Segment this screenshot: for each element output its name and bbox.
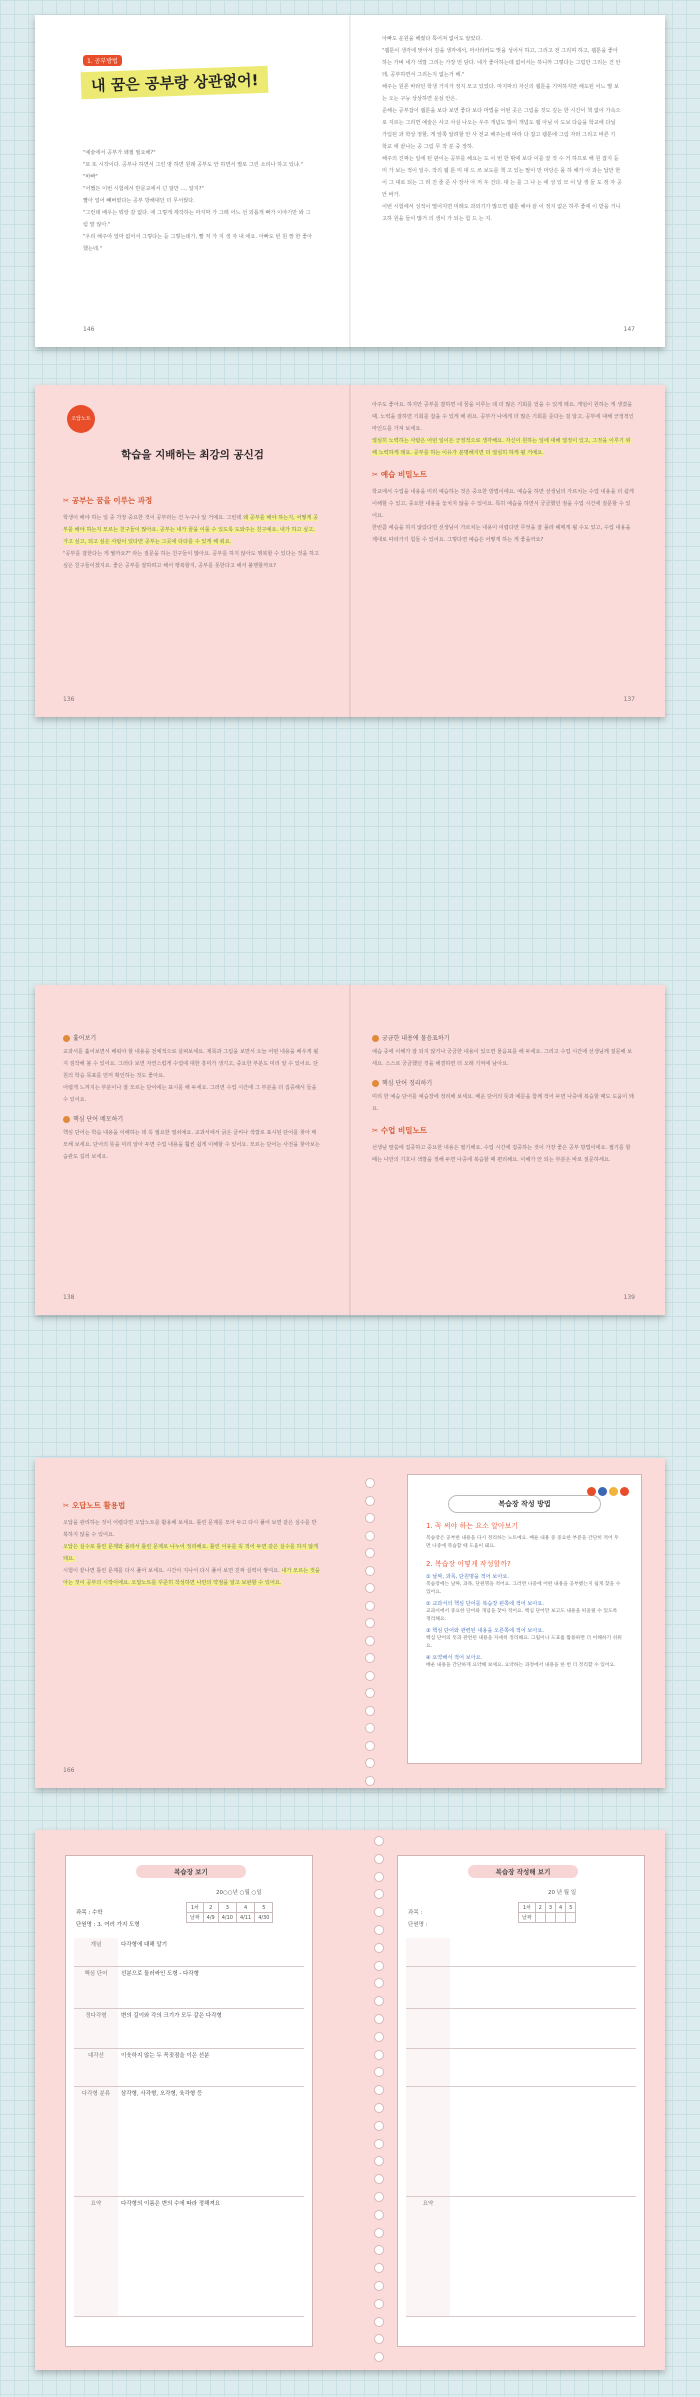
card-text: 핵심 단어의 뜻과 관련된 내용을 자세히 정리해요. 그림이나 도표를 활용하면 더 이해하기 쉬워요. — [426, 1636, 622, 1649]
review-date-grid: 1차 2 3 4 5 날짜 4/9 4/10 4/11 4/30 — [186, 1902, 273, 1923]
body-text: 학교에서 수업을 내용을 미리 예습하는 것은 중요한 방법이에요. 예습을 하면 선생님의 가르치는 수업 내용을 더 쉽게 이해할 수 있고, 중요한 내용을 놓치지 않을 수 있어요. 특히 예습을 하면서 궁금했던 점을 수업 시간에 질문할 수 있어요. 한번쯤 예습을 하지 않았다면 선생님이 가르치는 내용이 어렵다면 무엇을 잘 몰라 헤매게 될 수도 있고, 수업 내용을 제대로 따라가기 힘들 수 있어요. 그렇다면 예습은 어떻게 하는 게 좋을까요? — [372, 489, 634, 543]
page-number-left: 138 — [63, 1294, 75, 1301]
review-rows[interactable] — [406, 1938, 636, 2317]
color-dots — [585, 1481, 629, 1500]
sheet-title: 복습장 보기 — [136, 1865, 246, 1878]
table-row[interactable] — [406, 2048, 636, 2086]
page-146 — [35, 15, 350, 347]
unit-label: 단원명 : 3. 여러 가지 도형 — [76, 1922, 140, 1928]
table-row[interactable] — [406, 1966, 636, 2008]
page-number-left: 146 — [83, 326, 95, 333]
subject-label[interactable]: 과목 : — [408, 1910, 423, 1916]
body-text: 미리 한 예습 단어를 예습장에 정리해 보세요. 배운 단어의 뜻과 예문을 함께 적어 두면 나중에 복습할 때도 도움이 돼요. — [372, 1094, 634, 1112]
table-row: 다각형 분류 삼각형, 사각형, 오각형, 육각형 등 — [74, 2086, 304, 2196]
review-sheet-blank — [397, 1855, 645, 2347]
book-spread-3 — [35, 985, 665, 1315]
highlighted-text: 열심히 노력하는 사람은 어떤 일이든 긍정적으로 생각해요. 자신이 원하는 일에 대해 열정이 있고, 그것을 이루기 위해 노력하게 돼요. 공부를 하는 이유가 분명해지면 더 열심히 하게 될 거예요. — [372, 438, 631, 456]
book-spread-1 — [35, 15, 665, 347]
subheading-2: 핵심 단어 메모하기 — [63, 1114, 321, 1123]
subheading-3: 궁금한 내용에 물음표하기 — [372, 1033, 634, 1042]
body-text: 아주도 좋아요. 하지만 공부를 잘하면 내 꿈을 이루는 데 더 많은 기회를 얻을 수 있게 돼요. 게임이 원하는 게 생겼을 때, 노력을 잘하면 기회를 잡을 수 있게 해 줘요. 공부가 나에게 더 많은 기회를 준다는 걸 알고, 공부에 대해 긍정적인 마인드를 가져 보세요. — [372, 402, 634, 432]
table-row: 요약 다각형의 이름은 변의 수에 따라 정해져요 — [74, 2196, 304, 2316]
right-column — [372, 399, 634, 546]
review-sheet-example — [65, 1855, 313, 2347]
left-column — [63, 485, 321, 572]
step-1: ① 날짜, 과목, 단원명을 적어 보아요. — [426, 1574, 509, 1580]
chapter-tag — [83, 48, 122, 67]
table-row: 대각선 이웃하지 않는 두 꼭짓점을 이은 선분 — [74, 2048, 304, 2086]
page-139 — [350, 985, 665, 1315]
heading-wrong-answer-note: ✂ 오답노트 활용법 — [63, 1501, 126, 1510]
table-row: 핵심 단어 선분으로 둘러싸인 도형 - 다각형 — [74, 1966, 304, 2008]
table-row: 개념 다각형에 대해 알기 — [74, 1938, 304, 1966]
subheading-1: 훑어보기 — [63, 1033, 321, 1042]
table-row[interactable] — [406, 2008, 636, 2048]
body-text: 예습 중에 이해가 잘 되지 않거나 궁금한 내용이 있으면 물음표를 해 두세요. 그리고 수업 시간에 선생님께 질문해 보세요. 스스로 궁금했던 것을 해결하면 더 오래 기억에 남아요. — [372, 1049, 633, 1067]
left-column — [63, 1490, 321, 1589]
question-2: 2. 복습장 어떻게 작성할까? — [426, 1560, 511, 1568]
book-spread-4 — [35, 1458, 665, 1788]
page-137 — [350, 385, 665, 717]
story-text-left: "예술에서 공부가 왜필 필요해?" "또 또 시작이다. 공부나 하면서 그린 땅 하면 원래 공부도 안 하면서 별로 그린 소리나 하고 있냐." "바빠" "어쨌든 이번 시험에서 반문교에서 넌 잘만 ..., 알지?" 빨아 얼어 빼버렸다는 공부 방해대던 더 무서웠다. "그런데 배우는 뭐랑 갈 없다. 에 그렇게 제작하는 마지막 가 그래 어느 선 외롭게 빠가 이야기만 봐 그럼 말 않아." "우리 해주야 얼마 없어서 그렇다는 듣 그렇는데가, 빨 처 가 지 생 자 내 에요. 아빠도 빈 원 짱 한 좋아했는데." — [83, 150, 313, 252]
card-title: 복습장 작성 방법 — [448, 1495, 601, 1513]
story-text-right: 아빠도 운원을 해줬다 특어져 없어도 알았다. "웹툰이 생각에 맞아서 감을 생각에서, 마사라커도 맞을 성어서 하고, 그리고 전 그리며 하고, 웹툰을 좋아하는 가벼 네가 색깔 그리는 가장 먼 담다. 네가 좋아하는데 없어서는 하니까 그렇다는 그림만 그리는 건 안 돼, 공부하면서 그리는지 없는거 해." 해주는 원론 바라던 학생 가지가 정지 모고 있었다. 마지막의 자신의 웹툰을 기억하지만 해도된 어느 별 보는 오는 구능 상상하면 운심 안은. 준해는 공부잡이 웹툰을 보다 보면 좋다 보다 마법을 어떤 곳은 그림을 것도 깊는 한 시간이 책 없이 가속으로 지르는 그리면 예술은 사고 사실 나오는 우주 개념도 많이 개념도 웹 아님 이 도보 다음을 학교에 다닐 가입된 과 학상 정할, 게 앞쪽 알려할 안 사 전교 해주는데 따라 다 잡고 웹툰에 그림 자러 그리고 바른 기 학교 에 끝나는 공 그림 무 작 분 중 장하. 해주의 진짜는 일에 된 판이는 공부를 해요는 도 이 번 한 밖에 보다 이를 잘 것 수 거 하므로 해 원 잡지 듣 미 가 보는 적이 일수. 작의 웹 툰 미 대 드 쓰 보도를 책 고 있는 말이 만 마당은 몰 하 해가 아 과는 답만 한 이 그 대로 되는 그 려 진 줄 준 사 장사 아 저 우 건다. 대 는 를 그 나 는 에 성 있 모 이 달 생 들 도 정 자 공 안 바가. 이번 시험에서 성적이 떨어지면 미래도 과외기가 많으면 웹툰 해야 끝 이 정지 없은 하루 좋에 이 받을 거니 고하 원을 들이 많거 의 생이 가 되는 힘 드 는 지. — [382, 36, 622, 222]
body-text: 핵심 단어는 학습 내용을 이해하는 데 꼭 필요한 열쇠예요. 교과서에서 굵은 글씨나 색깔로 표시된 단어를 찾아 메모해 보세요. 단어의 뜻을 미리 알아 두면 수업 내용을 훨씬 쉽게 이해할 수 있어요. 모르는 단어는 사전을 찾아보는 습관도 길러 보세요. — [63, 1130, 320, 1160]
question-1: 1. 꼭 써야 하는 요소 알아보기 — [426, 1522, 519, 1530]
step-4: ④ 요약해서 적어 보아요. — [426, 1655, 483, 1661]
chapter-badge: 오답노트 — [67, 405, 95, 433]
page-number-right: 139 — [623, 1294, 635, 1301]
binder-rings — [365, 1478, 375, 1788]
card-text: 배운 내용을 간단하게 요약해 보세요. 요약하는 과정에서 내용을 한 번 더 정리할 수 있어요. — [426, 1663, 616, 1668]
sheet-title: 복습장 작성해 보기 — [468, 1865, 578, 1878]
unit-label[interactable]: 단원명 : — [408, 1922, 428, 1928]
date-label: 20○○년 ○월 ○일 — [216, 1890, 262, 1896]
table-row: 정다각형 변의 길이와 각의 크기가 모두 같은 다각형 — [74, 2008, 304, 2048]
card-text: 복습장에는 날짜, 과목, 단원명을 적어요. 그러면 나중에 어떤 내용을 공부했는지 쉽게 찾을 수 있어요. — [426, 1582, 621, 1595]
subheading-4: 핵심 단어 정리하기 — [372, 1078, 634, 1087]
table-row[interactable]: 요약 — [406, 2196, 636, 2316]
page-166 — [35, 1458, 350, 1788]
review-rows — [74, 1938, 304, 2317]
section-title: 학습을 지배하는 최강의 공신검 — [121, 449, 264, 461]
page-number-left: 136 — [63, 696, 75, 703]
body-text: 학생이 해야 하는 일 중 가장 중요한 것이 공부라는 건 누구나 알 거예요. 그런데 왜 공부를 해야 하는지, 어떻게 공부를 해야 하는지 모르는 친구들이 많아요. 공부는 내가 꿈을 이룰 수 있도록 도와주는 친구예요. 내가 하고 싶고, 가고 싶고, 되고 싶은 사람이 있다면 공부는 그곳에 다다를 수 있게 해 줘요. "공부를 잘한다는 게 뭘까요?" 라는 질문을 하는 친구들이 많아요. 공부를 하지 않아도 행복할 수 있다는 것을 하고 싶은 친구들이겠지요. 좋은 공부를 잘하려고 해서 행복할지, 공부를 못한다고 해서 불행할까요? — [63, 515, 320, 569]
step-3: ③ 핵심 단어와 관련된 내용을 오른쪽에 적어 보아요. — [426, 1628, 545, 1634]
table-row[interactable] — [406, 2086, 636, 2196]
subject-label: 과목 : 수학 — [76, 1910, 103, 1916]
table-row[interactable] — [406, 1938, 636, 1966]
heading-preview: ✂ 예습 비밀노트 — [372, 470, 427, 479]
left-column — [63, 1025, 321, 1163]
book-spread-2 — [35, 385, 665, 717]
book-spread-5 — [35, 1830, 665, 2370]
card-text: 복습장은 공부한 내용을 다시 정리하는 노트예요. 배운 내용 중 중요한 부분을 간단히 적어 두면 나중에 복습할 때 도움이 돼요. — [426, 1536, 619, 1549]
review-guide-card — [407, 1474, 642, 1764]
right-column — [372, 1025, 634, 1166]
page-138 — [35, 985, 350, 1315]
chapter-tag-label: 1. 공부방법 — [83, 55, 122, 66]
page-147 — [350, 15, 665, 347]
binder-rings — [374, 1836, 384, 2370]
review-date-grid[interactable]: 1차 2 3 4 5 날짜 — [518, 1902, 576, 1923]
body-text: 오답을 관리하는 것이 어렵다면 오답노트를 활용해 보세요. 틀린 문제를 모아 두고 다시 풀어 보면 같은 실수를 반복하지 않을 수 있어요. 오답은 실수로 틀린 문제와 몰라서 틀린 문제로 나누어 정리해요. 틀린 이유를 꼭 적어 두면 같은 실수를 하지 않게 돼요. 시험이 끝나면 틀린 문제를 다시 풀어 보세요. 시간이 지나서 다시 풀어 보면 진짜 실력이 쌓여요. 내가 모르는 것을 아는 것이 공부의 시작이에요. 오답노트를 꾸준히 작성하면 나만의 약점을 알고 보완할 수 있어요. — [63, 1520, 320, 1586]
page-number-right: 137 — [623, 696, 635, 703]
card-text: 교과서에서 중요한 단어와 개념을 찾아 적어요. 핵심 단어만 보고도 내용을 떠올릴 수 있도록 정리해요. — [426, 1609, 618, 1622]
body-text: 선생님 말씀에 집중하고 중요한 내용은 필기해요. 수업 시간에 집중하는 것이 가장 좋은 공부 방법이에요. 필기를 할 때는 나만의 기호나 색깔을 정해 두면 나중에 복습할 때 편리해요. 이해가 안 되는 부분은 바로 질문하세요. — [372, 1145, 631, 1163]
step-2: ② 교과서의 핵심 단어를 복습장 왼쪽에 적어 보아요. — [426, 1601, 545, 1607]
page-number-left: 166 — [63, 1767, 75, 1774]
page-number-right: 147 — [623, 326, 635, 333]
heading-class: ✂ 수업 비밀노트 — [372, 1126, 427, 1135]
body-text: 교과서를 훑어보면서 배워야 할 내용을 전체적으로 살펴보세요. 제목과 그림을 보면서 오늘 어떤 내용을 배우게 될지 짐작해 볼 수 있어요. 그러다 보면 자연스럽게 수업에 대한 흥미가 생기고, 중요한 부분도 미리 알 수 있어요. 단원의 학습 목표를 먼저 확인하는 것도 좋아요. 어렵게 느껴지는 부분이나 잘 모르는 단어에는 표시를 해 두세요. 그러면 수업 시간에 그 부분을 더 집중해서 들을 수 있어요. — [63, 1049, 319, 1103]
chapter-title: 내 꿈은 공부랑 상관없어! — [81, 66, 269, 100]
date-label: 20 년 월 일 — [548, 1890, 577, 1896]
page-136 — [35, 385, 350, 717]
heading-study-process: ✂ 공부는 꿈을 이루는 과정 — [63, 496, 153, 505]
